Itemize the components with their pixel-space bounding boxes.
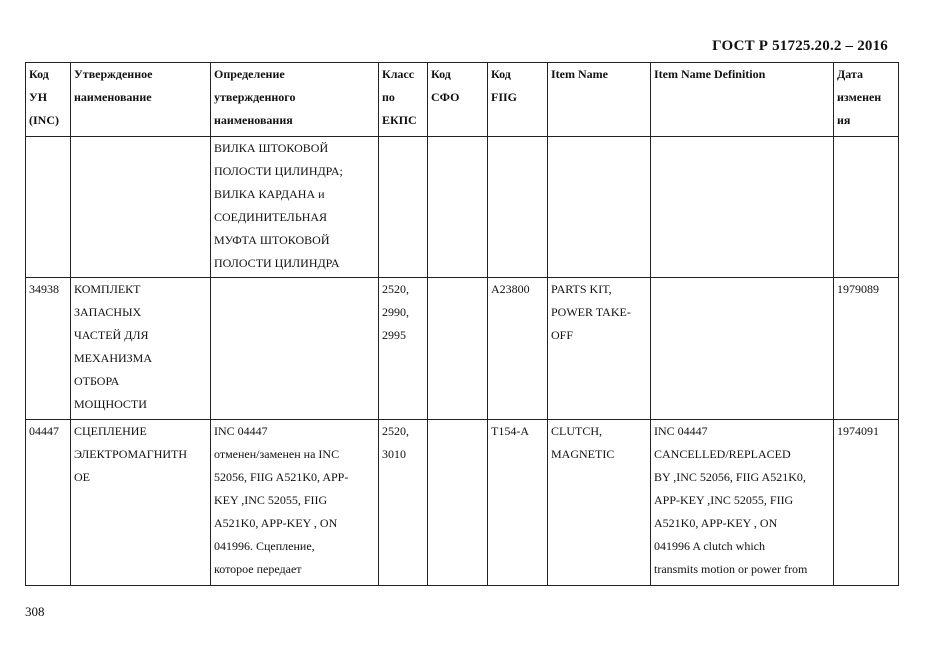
cell-sfo [428,278,488,420]
cell-class [379,137,428,278]
cell-item-name [548,137,651,278]
cell-date: 1974091 [834,420,899,586]
header-approved-name: Утвержденное наименование [71,63,211,137]
cell-inc [26,137,71,278]
cell-approved-name: КОМПЛЕКТ ЗАПАСНЫХ ЧАСТЕЙ ДЛЯ МЕХАНИЗМА ОТБОРА МОЩНОСТИ [71,278,211,420]
cell-sfo [428,420,488,586]
cell-definition: ВИЛКА ШТОКОВОЙ ПОЛОСТИ ЦИЛИНДРА; ВИЛКА КАРДАНА и СОЕДИНИТЕЛЬНАЯ МУФТА ШТОКОВОЙ ПОЛОСТИ ЦИЛИНДРА [211,137,379,278]
table-row [26,420,899,586]
cell-fiig: A23800 [488,278,548,420]
cell-item-definition [651,278,834,420]
cell-approved-name [71,137,211,278]
table-row [26,137,899,278]
header-definition: Определение утвержденного наименования [211,63,379,137]
header-class: Класс по ЕКПС [379,63,428,137]
page-number: 308 [25,604,45,619]
cell-item-definition: INC 04447 CANCELLED/REPLACED BY ,INC 52056, FIIG A521K0, APP-KEY ,INC 52055, FIIG A521K0, APP-KEY , ON 041996 A clutch which transmits motion or power from [651,420,834,586]
cell-fiig: T154-A [488,420,548,586]
cell-item-name: PARTS KIT, POWER TAKE- OFF [548,278,651,420]
header-fiig: Код FIIG [488,63,548,137]
cell-definition: INC 04447 отменен/заменен на INC 52056, FIIG A521K0, APP- KEY ,INC 52055, FIIG A521K0, APP-KEY , ON 041996. Сцепление, которое передает [211,420,379,586]
header-date: Дата изменен ия [834,63,899,137]
cell-fiig [488,137,548,278]
inc-table [25,62,899,586]
header-sfo: Код СФО [428,63,488,137]
cell-date [834,137,899,278]
cell-date: 1979089 [834,278,899,420]
table-row [26,278,899,420]
header-item-name: Item Name [548,63,651,137]
header-item-definition: Item Name Definition [651,63,834,137]
cell-item-definition [651,137,834,278]
header-inc: Код УН (INC) [26,63,71,137]
cell-sfo [428,137,488,278]
cell-definition [211,278,379,420]
table-header-row [26,63,899,137]
cell-class: 2520, 3010 [379,420,428,586]
cell-approved-name: СЦЕПЛЕНИЕ ЭЛЕКТРОМАГНИТН ОЕ [71,420,211,586]
cell-class: 2520, 2990, 2995 [379,278,428,420]
document-standard-title: ГОСТ Р 51725.20.2 – 2016 [712,38,888,54]
cell-inc: 34938 [26,278,71,420]
cell-inc: 04447 [26,420,71,586]
cell-item-name: CLUTCH, MAGNETIC [548,420,651,586]
